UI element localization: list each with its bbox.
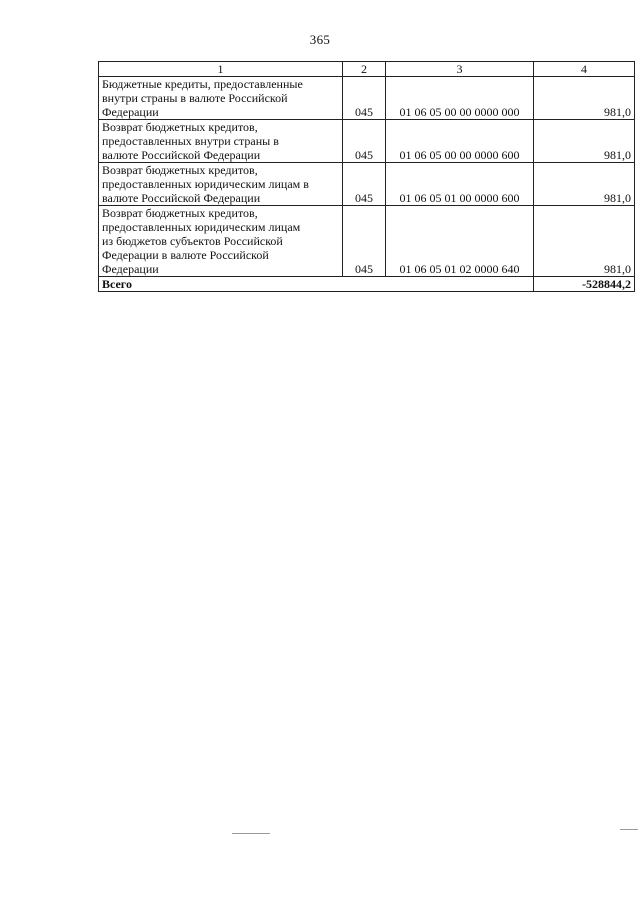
row-classification-code: 01 06 05 01 02 0000 640 (386, 206, 534, 277)
row-name (99, 163, 343, 206)
row-name-line: Возврат бюджетных кредитов, (102, 163, 258, 177)
column-header-3: 3 (386, 62, 534, 77)
row-name-line: предоставленных юридическим лицам (102, 220, 301, 234)
row-amount: 981,0 (534, 77, 635, 120)
row-name-line: Возврат бюджетных кредитов, (102, 206, 258, 220)
scan-mark-line (232, 833, 270, 834)
row-admin-code: 045 (343, 120, 386, 163)
total-label: Всего (99, 277, 534, 292)
row-name-line: Федерации в валюте Российской (102, 248, 269, 262)
row-name-line: валюте Российской Федерации (102, 191, 261, 205)
table-header-row (99, 62, 635, 77)
total-amount: -528844,2 (534, 277, 635, 292)
row-name (99, 120, 343, 163)
table-row (99, 163, 635, 206)
row-name (99, 77, 343, 120)
table-row (99, 120, 635, 163)
row-name-line: внутри страны в валюте Российской (102, 91, 288, 105)
row-classification-code: 01 06 05 00 00 0000 000 (386, 77, 534, 120)
table-row (99, 206, 635, 277)
scan-mark-line (620, 829, 638, 830)
row-amount: 981,0 (534, 163, 635, 206)
page-number: 365 (309, 32, 331, 47)
column-header-4: 4 (534, 62, 635, 77)
row-name-line: предоставленных юридическим лицам в (102, 177, 309, 191)
row-amount: 981,0 (534, 120, 635, 163)
row-amount: 981,0 (534, 206, 635, 277)
row-classification-code: 01 06 05 01 00 0000 600 (386, 163, 534, 206)
row-name (99, 206, 343, 277)
row-classification-code: 01 06 05 00 00 0000 600 (386, 120, 534, 163)
row-name-line: Федерации (102, 105, 159, 119)
row-name-line: валюте Российской Федерации (102, 148, 261, 162)
table-row (99, 77, 635, 120)
row-name-line: Федерации (102, 262, 159, 276)
budget-sources-table (98, 61, 635, 292)
row-name-line: Бюджетные кредиты, предоставленные (102, 77, 303, 91)
row-admin-code: 045 (343, 163, 386, 206)
row-admin-code: 045 (343, 77, 386, 120)
row-name-line: из бюджетов субъектов Российской (102, 234, 283, 248)
row-name-line: предоставленных внутри страны в (102, 134, 279, 148)
row-admin-code: 045 (343, 206, 386, 277)
column-header-1: 1 (99, 62, 343, 77)
column-header-2: 2 (343, 62, 386, 77)
row-name-line: Возврат бюджетных кредитов, (102, 120, 258, 134)
total-row (99, 277, 635, 292)
